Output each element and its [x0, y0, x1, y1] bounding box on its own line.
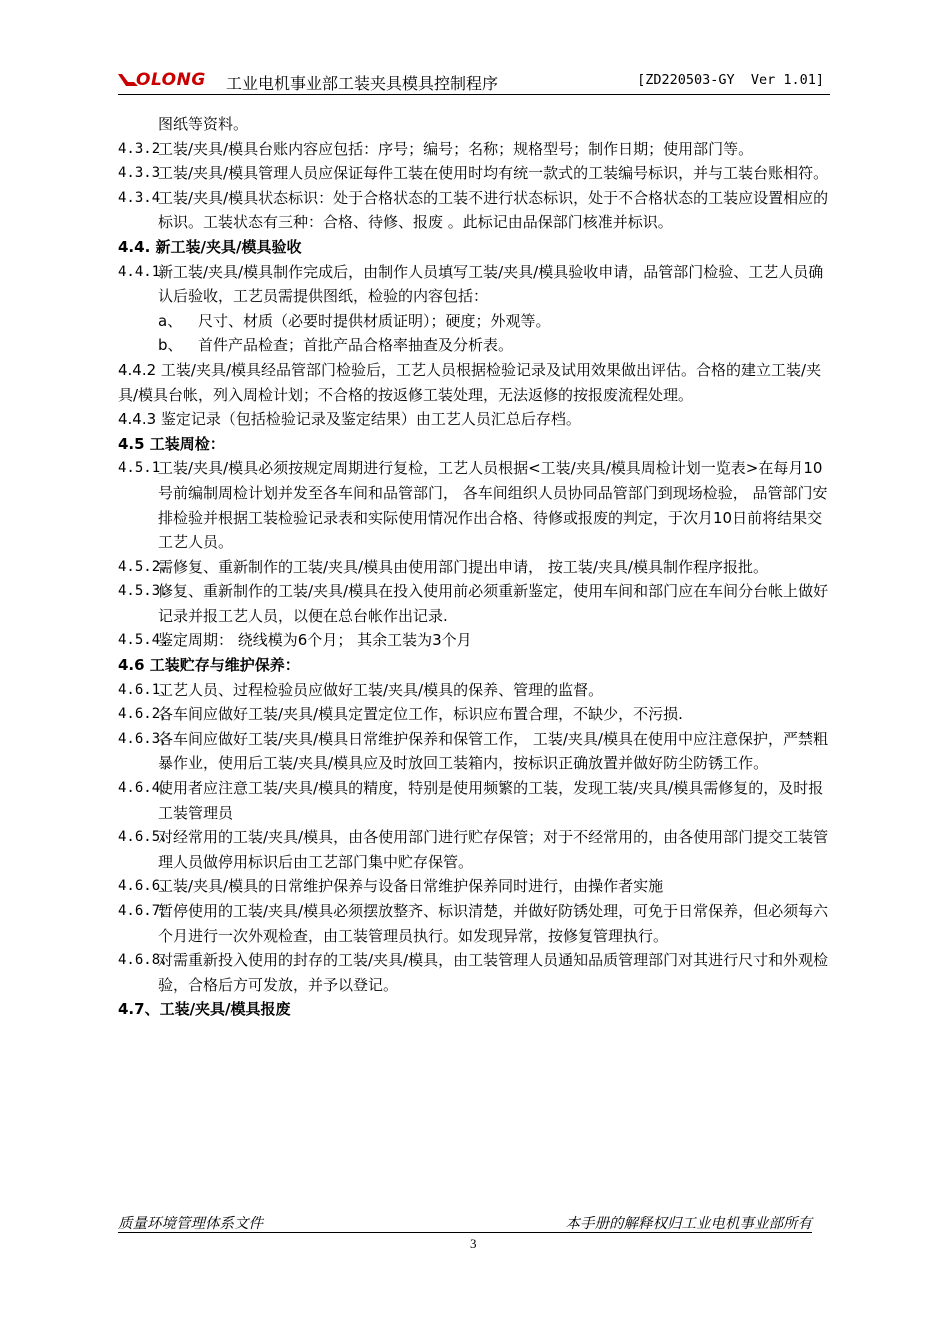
clause-4-6-4 [118, 776, 830, 825]
clause-4-3-4 [118, 186, 830, 235]
section-heading-4-5: 4.5 工装周检： [118, 434, 225, 453]
section-heading-4-6: 4.6 工装贮存与维护保养： [118, 656, 300, 675]
clause-number: 4.5.1 [118, 460, 161, 477]
clause-text: 暂停使用的工装/夹具/模具必须摆放整齐、标识清楚，并做好防锈处理，可免于日常保养，但必须每六个月进行一次外观检查，由工装管理员执行。如发现异常，按修复管理执行。 [158, 902, 829, 945]
header-doc-code: [ZD220503-GY Ver 1.01] [637, 72, 824, 88]
clause-text: 工装/夹具/模具必须按规定周期进行复检，工艺人员根据<工装/夹具/模具周检计划一览表>在每月10号前编制周检计划并发至各车间和品管部门， 各车间组织人员协同品管部门到现场检验， 品管部门安排检验并根据工装检验记录表和实际使用情况作出合格、待修或报废的判定，于次月10日前将结果交工艺人员。 [158, 459, 828, 552]
list-item-a [118, 309, 830, 334]
company-logo [118, 70, 206, 90]
clause-number: 4.3.2 [118, 140, 161, 157]
page-header [118, 68, 830, 95]
logo-text: OLONG [136, 70, 206, 90]
clause-number: 4.5.4. [118, 632, 169, 649]
clause-4-6-3 [118, 727, 830, 776]
clause-text: 新工装/夹具/模具制作完成后，由制作人员填写工装/夹具/模具验收申请，品管部门检验、工艺人员确认后验收，工艺员需提供图纸，检验的内容包括： [158, 262, 824, 306]
clause-4-5-3 [118, 579, 830, 628]
clause-4-6-7 [118, 899, 830, 948]
clause-4-6-5 [118, 825, 830, 874]
clause-text: 工艺人员、过程检验员应做好工装/夹具/模具的保养、管理的监督。 [158, 680, 604, 699]
clause-text: 使用者应注意工装/夹具/模具的精度，特别是使用频繁的工装，发现工装/夹具/模具需修复的，及时报工装管理员 [158, 779, 824, 822]
clause-4-4-2: 4.4.2 工装/夹具/模具经品管部门检验后，工艺人员根据检验记录及试用效果做出评估。合格的建立工装/夹具/模具台帐，列入周检计划；不合格的按返修工装处理，无法返修的按报废流程处理。 [118, 360, 822, 404]
clause-4-3-3 [118, 161, 830, 186]
clause-text: 各车间应做好工装/夹具/模具日常维护保养和保管工作， 工装/夹具/模具在使用中应注意保护，严禁粗暴作业，使用后工装/夹具/模具应及时放回工装箱内，按标识正确放置并做好防尘防锈工作。 [158, 729, 828, 773]
clause-number: 4.5.3. [118, 583, 169, 600]
page-footer [118, 1212, 812, 1233]
clause-text: 修复、重新制作的工装/夹具/模具在投入使用前必须重新鉴定，使用车间和部门应在车间分台帐上做好记录并报工艺人员，以便在总台帐作出记录. [158, 582, 829, 625]
list-item-b [118, 333, 830, 358]
clause-number: 4.6.6、 [118, 878, 175, 895]
clause-number: 4.3.4 [118, 189, 161, 206]
section-heading-4-7: 4.7、工装/夹具/模具报废 [118, 1000, 291, 1019]
clause-4-5-1 [118, 456, 830, 554]
list-label: b、 [158, 336, 183, 355]
page-number: 3 [470, 1236, 477, 1251]
clause-number: 4.6.8、 [118, 952, 175, 969]
clause-number: 4.6.1、 [118, 681, 175, 698]
clause-number: 4.6.3、 [118, 730, 175, 747]
clause-4-4-1 [118, 260, 830, 309]
clause-number: 4.4.1 [118, 263, 161, 280]
clause-number: 4.6.5、 [118, 829, 175, 846]
clause-4-6-8 [118, 948, 830, 997]
clause-text: 工装/夹具/模具管理人员应保证每件工装在使用时均有统一款式的工装编号标识，并与工装台账相符。 [158, 164, 829, 183]
paragraph: 图纸等资料。 [158, 115, 249, 133]
clause-number: 4.6.7、 [118, 903, 175, 919]
clause-4-3-2 [118, 137, 830, 162]
footer-left-text: 质量环境管理体系文件 [118, 1216, 263, 1232]
clause-text: 各车间应做好工装/夹具/模具定置定位工作，标识应布置合理，不缺少，不污损. [158, 705, 683, 724]
clause-text: 工装/夹具/模具状态标识：处于合格状态的工装不进行状态标识，处于不合格状态的工装应设置相应的标识。工装状态有三种：合格、待修、报废 。此标记由品保部门核准并标识。 [158, 188, 829, 232]
clause-text: 工装/夹具/模具的日常维护保养与设备日常维护保养同时进行，由操作者实施 [158, 877, 664, 896]
clause-number: 4.3.3 [118, 165, 161, 182]
clause-text: 对需重新投入使用的封存的工装/夹具/模具，由工装管理人员通知品质管理部门对其进行尺寸和外观检验，合格后方可发放，并予以登记。 [158, 951, 829, 994]
clause-4-6-1 [118, 678, 830, 703]
clause-4-6-6 [118, 874, 830, 899]
clause-4-5-2 [118, 555, 830, 580]
clause-4-6-2 [118, 702, 830, 727]
clause-number: 4.6.2、 [118, 706, 175, 723]
clause-text: 对经常用的工装/夹具/模具，由各使用部门进行贮存保管；对于不经常用的，由各使用部门提交工装管理人员做停用标识后由工艺部门集中贮存保管。 [158, 828, 829, 871]
clause-number: 4.5.2、 [118, 558, 175, 575]
document-body [118, 112, 830, 1022]
list-text: 首件产品检查；首批产品合格率抽查及分析表。 [198, 336, 514, 355]
list-label: a、 [158, 311, 183, 330]
clause-text: 需修复、重新制作的工装/夹具/模具由使用部门提出申请， 按工装/夹具/模具制作程序报批。 [158, 557, 768, 576]
clause-4-4-3: 4.4.3 鉴定记录（包括检验记录及鉴定结果）由工艺人员汇总后存档。 [118, 410, 581, 429]
list-text: 尺寸、材质（必要时提供材质证明）；硬度；外观等。 [198, 311, 551, 330]
footer-right-text: 本手册的解释权归工业电机事业部所有 [565, 1216, 812, 1232]
section-heading-4-4: 4.4. 新工装/夹具/模具验收 [118, 237, 302, 256]
header-title: 工业电机事业部工装夹具模具控制程序 [226, 74, 499, 93]
clause-4-5-4 [118, 628, 830, 653]
clause-text: 鉴定周期： 绕线模为6个月； 其余工装为3个月 [158, 631, 472, 650]
clause-number: 4.6.4、 [118, 780, 175, 797]
logo-arrow-icon [118, 72, 138, 88]
clause-text: 工装/夹具/模具台账内容应包括：序号；编号；名称；规格型号；制作日期；使用部门等。 [158, 139, 754, 158]
